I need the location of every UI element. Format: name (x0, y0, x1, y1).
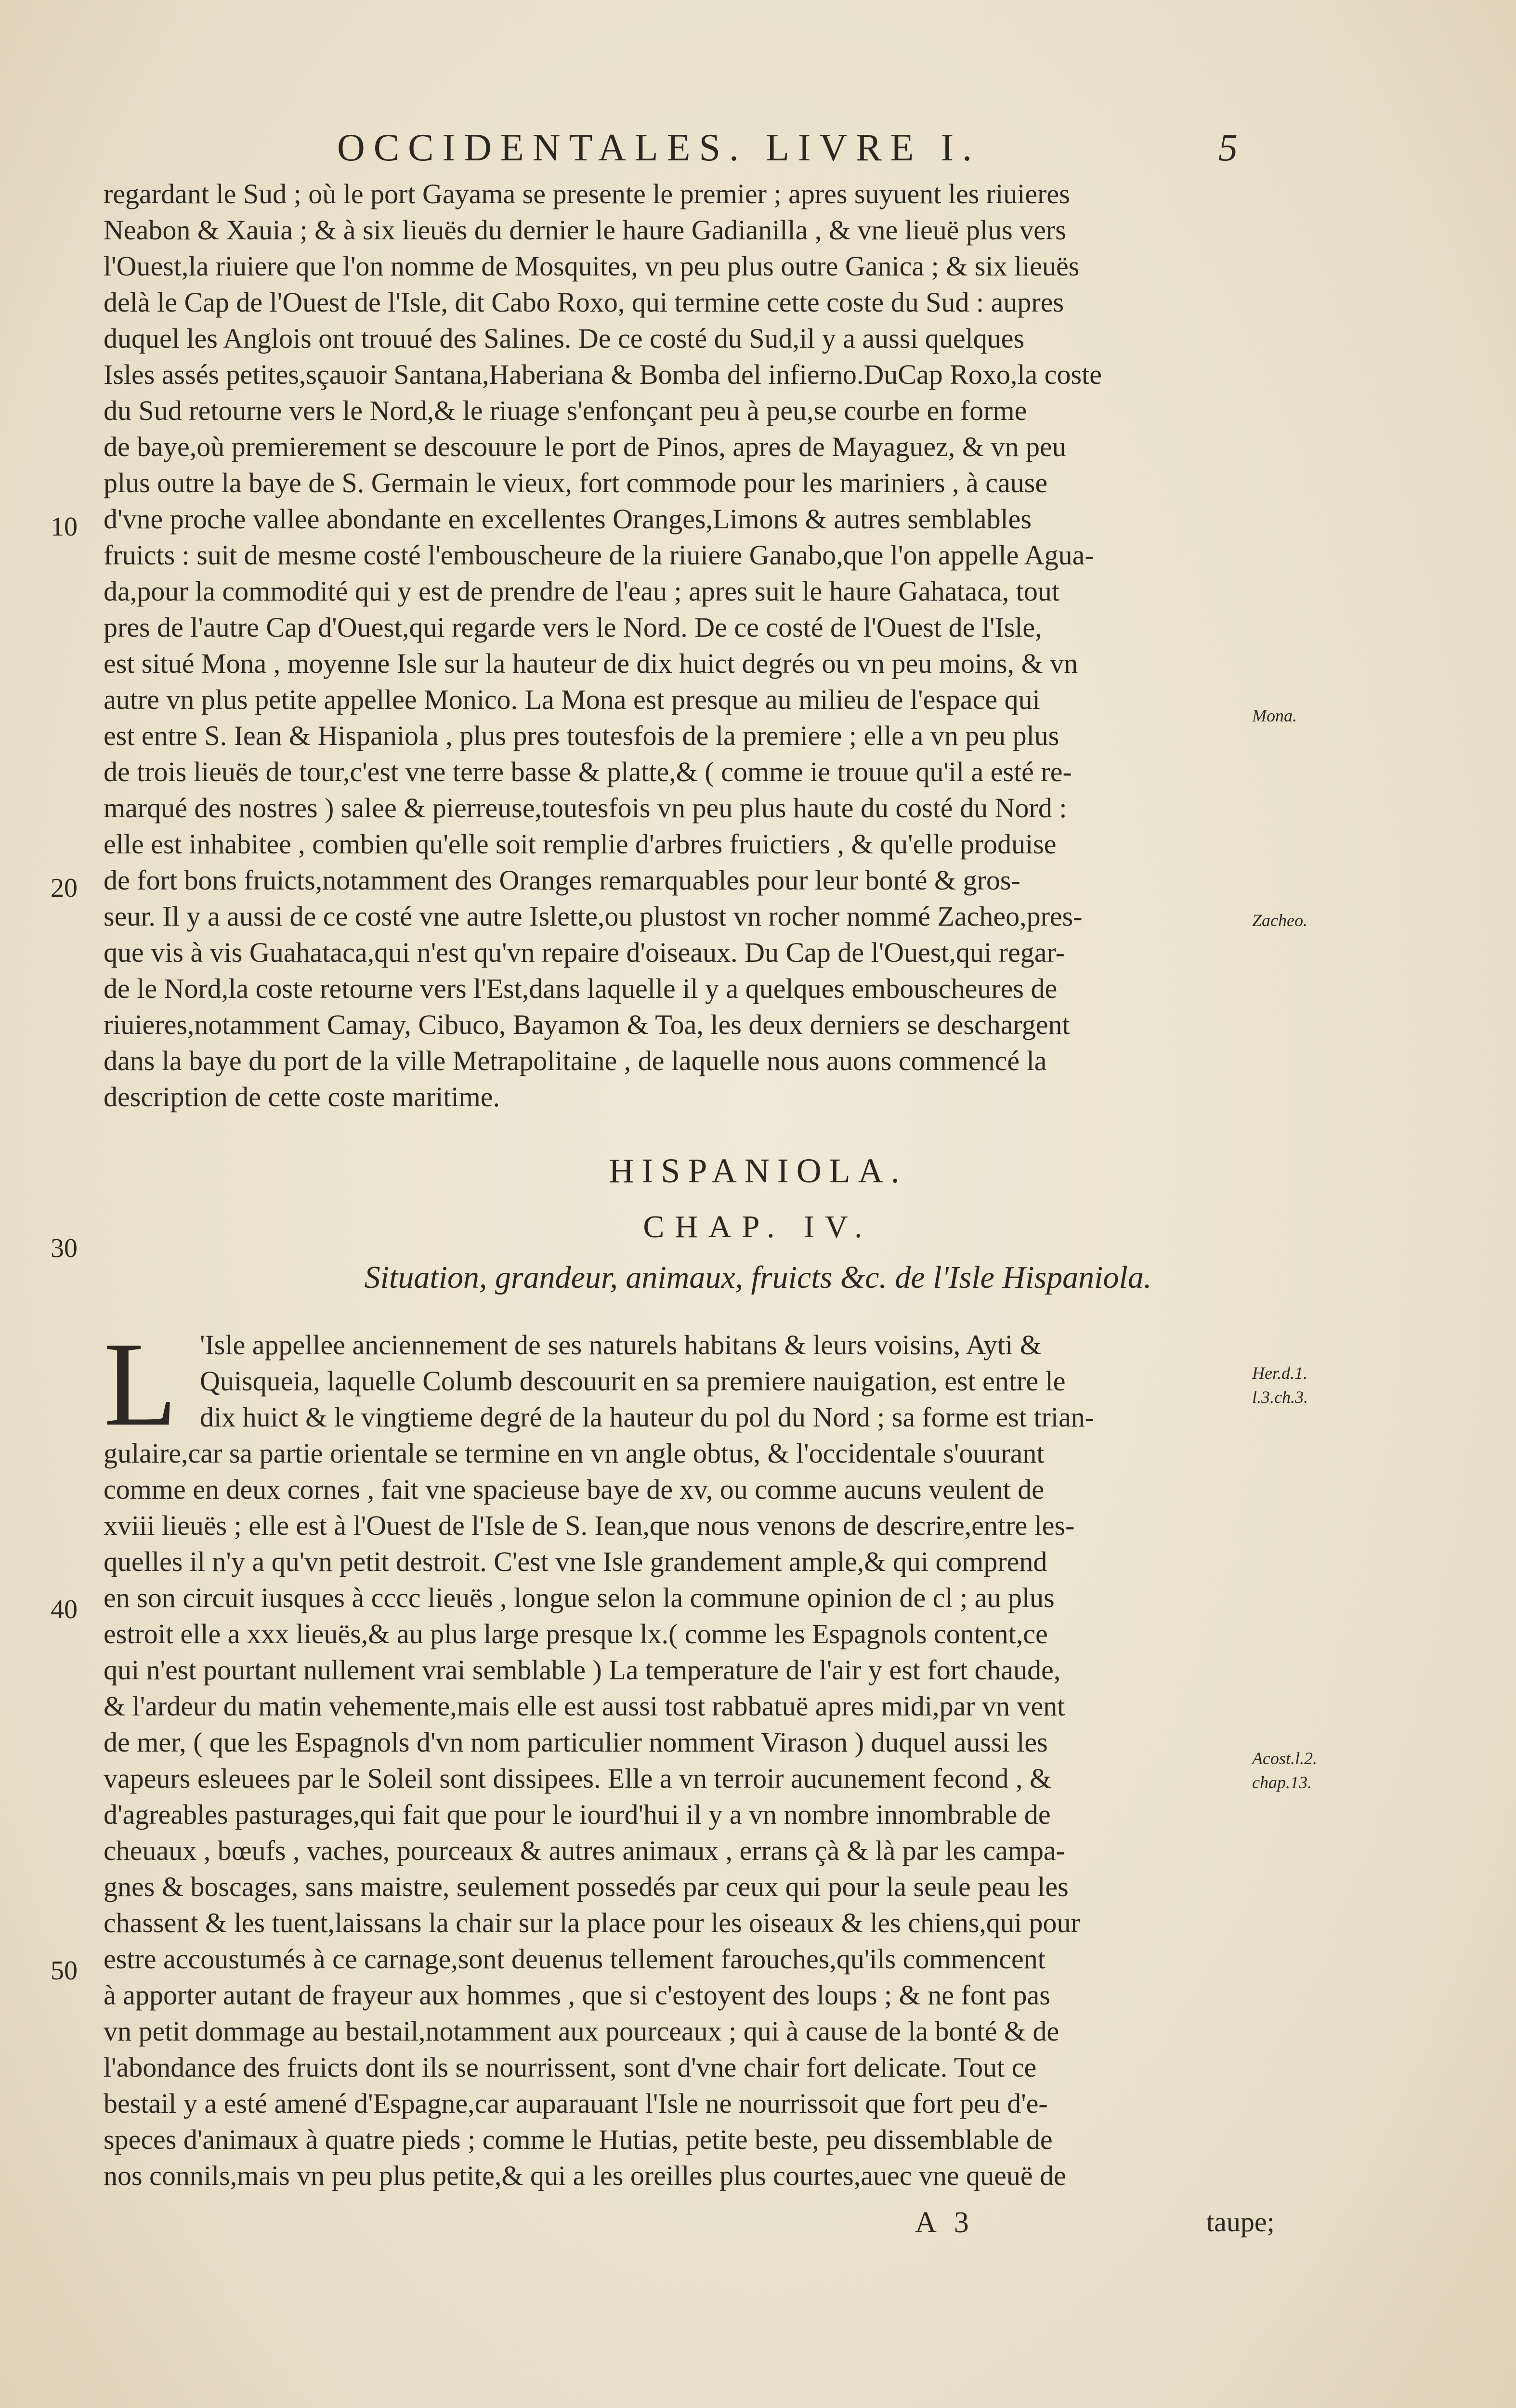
text-line: da,pour la commodité qui y est de prendre de l'eau ; apres suit le haure Gahataca, tout (104, 576, 1059, 607)
text-line: Quisqueia, laquelle Columb descouurit en sa premiere nauigation, est entre le (200, 1365, 1066, 1397)
text-line: estre accoustumés à ce carnage,sont deuenus tellement farouches,qu'ils commencent (104, 1943, 1046, 1975)
text-line: l'abondance des fruicts dont ils se nourrissent, sont d'vne chair fort delicate. Tout ce (104, 2052, 1037, 2083)
text-line: vapeurs esleuees par le Soleil sont dissipees. Elle a vn terroir aucunement fecond , & (104, 1763, 1052, 1794)
text-line: chassent & les tuent,laissans la chair sur la place pour les oiseaux & les chiens,qui pour (104, 1907, 1080, 1938)
text-line: dix huict & le vingtieme degré de la hauteur du pol du Nord ; sa forme est trian- (200, 1401, 1095, 1433)
text-line: seur. Il y a aussi de ce costé vne autre Islette,ou plustost vn rocher nommé Zacheo,pres- (104, 901, 1083, 932)
margin-note-acosta: Acost.l.2. (1252, 1749, 1317, 1768)
text-line: l'Ouest,la riuiere que l'on nomme de Mosquites, vn peu plus outre Ganica ; & six lieuës (104, 250, 1080, 282)
text-line: gnes & boscages, sans maistre, seulement possedés par ceux qui pour la seule peau les (104, 1871, 1069, 1902)
text-line: elle est inhabitee , combien qu'elle soit remplie d'arbres fruictiers , & qu'elle produise (104, 828, 1057, 860)
text-line: Isles assés petites,sçauoir Santana,Haberiana & Bomba del infierno.DuCap Roxo,la coste (104, 359, 1102, 390)
chapter-title: CHAP. IV. (643, 1209, 873, 1244)
text-line: description de cette coste maritime. (104, 1081, 500, 1112)
line-number-10: 10 (51, 512, 78, 542)
line-number-30: 30 (51, 1233, 78, 1263)
line-number-20: 20 (51, 873, 78, 903)
text-line: d'vne proche vallee abondante en excellentes Oranges,Limons & autres semblables (104, 503, 1032, 535)
text-line: est situé Mona , moyenne Isle sur la hauteur de dix huict degrés ou vn peu moins, & vn (104, 648, 1078, 679)
text-line: speces d'animaux à quatre pieds ; comme le Hutias, petite beste, peu dissemblable de (104, 2124, 1053, 2155)
text-line: de baye,où premierement se descouure le port de Pinos, apres de Mayaguez, & vn peu (104, 431, 1066, 462)
bottom-text-block (104, 1318, 1259, 2194)
text-line: à apporter autant de frayeur aux hommes , que si c'estoyent des loups ; & ne font pas (104, 1979, 1050, 2011)
text-line: & l'ardeur du matin vehemente,mais elle est aussi tost rabbatuë apres midi,par vn vent (104, 1690, 1065, 1722)
margin-note-acosta-ref: chap.13. (1252, 1773, 1312, 1792)
text-line: autre vn plus petite appellee Monico. La Mona est presque au milieu de l'espace qui (104, 684, 1040, 715)
text-line: de trois lieuës de tour,c'est vne terre basse & platte,& ( comme ie trouue qu'il a esté re- (104, 756, 1072, 787)
text-line: delà le Cap de l'Ouest de l'Isle, dit Cabo Roxo, qui termine cette coste du Sud : aupres (104, 287, 1064, 318)
margin-note-herodotus: Her.d.1. (1252, 1363, 1307, 1383)
signature-mark: A 3 (915, 2206, 975, 2239)
text-line: en son circuit iusques à cccc lieuës , longue selon la commune opinion de cl ; au plus (104, 1582, 1055, 1613)
text-line: gulaire,car sa partie orientale se termine en vn angle obtus, & l'occidentale s'ouurant (104, 1438, 1045, 1469)
chapter-subtitle: Situation, grandeur, animaux, fruicts &c. de l'Isle Hispaniola. (364, 1260, 1152, 1295)
text-line: estroit elle a xxx lieuës,& au plus large presque lx.( comme les Espagnols content,ce (104, 1618, 1048, 1649)
text-line: du Sud retourne vers le Nord,& le riuage s'enfonçant peu à peu,se courbe en forme (104, 395, 1027, 426)
text-line: de le Nord,la coste retourne vers l'Est,dans laquelle il y a quelques embouscheures de (104, 973, 1058, 1004)
text-line: pres de l'autre Cap d'Ouest,qui regarde vers le Nord. De ce costé de l'Ouest de l'Isle, (104, 612, 1042, 643)
text-line: d'agreables pasturages,qui fait que pour le iourd'hui il y a vn nombre innombrable de (104, 1799, 1051, 1830)
text-line: de fort bons fruicts,notamment des Oranges remarquables pour leur bonté & gros- (104, 864, 1020, 896)
line-number-50: 50 (51, 1956, 78, 1986)
text-line: 'Isle appellee anciennement de ses naturels habitans & leurs voisins, Ayti & (200, 1329, 1042, 1361)
margin-note-mona: Mona. (1252, 706, 1297, 725)
text-line: vn petit dommage au bestail,notamment aux pourceaux ; qui à cause de la bonté & de (104, 2015, 1059, 2047)
text-line: dans la baye du port de la ville Metrapolitaine , de laquelle nous auons commencé la (104, 1045, 1047, 1076)
line-number-40: 40 (51, 1595, 78, 1624)
text-line: bestail y a esté amené d'Espagne,car auparauant l'Isle ne nourrissoit que fort peu d'e- (104, 2088, 1048, 2119)
text-line: regardant le Sud ; où le port Gayama se presente le premier ; apres suyuent les riuieres (104, 178, 1070, 209)
text-line: nos connils,mais vn peu plus petite,& qui a les oreilles plus courtes,auec vne queuë de (104, 2160, 1066, 2191)
page-number: 5 (1218, 127, 1238, 169)
text-line: xviii lieuës ; elle est à l'Ouest de l'Isle de S. Iean,que nous venons de descrire,entre les- (104, 1510, 1075, 1541)
text-line: plus outre la baye de S. Germain le vieux, fort commode pour les mariniers , à cause (104, 467, 1048, 498)
margin-note-zacheo: Zacheo. (1252, 911, 1307, 930)
top-text-block (104, 176, 1259, 1115)
text-line: Neabon & Xauia ; & à six lieuës du dernier le haure Gadianilla , & vne lieuë plus vers (104, 214, 1066, 246)
catchword: taupe; (1206, 2206, 1275, 2238)
text-line: que vis à vis Guahataca,qui n'est qu'vn repaire d'oiseaux. Du Cap de l'Ouest,qui regar- (104, 937, 1065, 968)
running-title: OCCIDENTALES. LIVRE I. (337, 127, 981, 169)
text-line: cheuaux , bœufs , vaches, pourceaux & autres animaux , errans çà & là par les campa- (104, 1835, 1065, 1866)
text-line: duquel les Anglois ont trouué des Salines. De ce costé du Sud,il y a aussi quelques (104, 323, 1025, 354)
text-line: est entre S. Iean & Hispaniola , plus pres toutesfois de la premiere ; elle a vn peu plus (104, 720, 1059, 751)
text-line: quelles il n'y a qu'vn petit destroit. C'est vne Isle grandement ample,& qui comprend (104, 1546, 1047, 1577)
text-line: qui n'est pourtant nullement vrai semblable ) La temperature de l'air y est fort chaude, (104, 1654, 1061, 1686)
section-title: HISPANIOLA. (609, 1152, 907, 1190)
drop-capital: L (104, 1318, 177, 1451)
text-line: de mer, ( que les Espagnols d'vn nom particulier nomment Virason ) duquel aussi les (104, 1727, 1048, 1758)
margin-note-herodotus-ref: l.3.ch.3. (1252, 1387, 1308, 1407)
text-line: fruicts : suit de mesme costé l'embouscheure de la riuiere Ganabo,que l'on appelle Agua- (104, 539, 1094, 571)
text-line: marqué des nostres ) salee & pierreuse,toutesfois vn peu plus haute du costé du Nord : (104, 792, 1067, 824)
text-line: riuieres,notamment Camay, Cibuco, Bayamon & Toa, les deux derniers se deschargent (104, 1009, 1070, 1040)
text-line: comme en deux cornes , fait vne spacieuse baye de xv, ou comme aucuns veulent de (104, 1474, 1045, 1505)
